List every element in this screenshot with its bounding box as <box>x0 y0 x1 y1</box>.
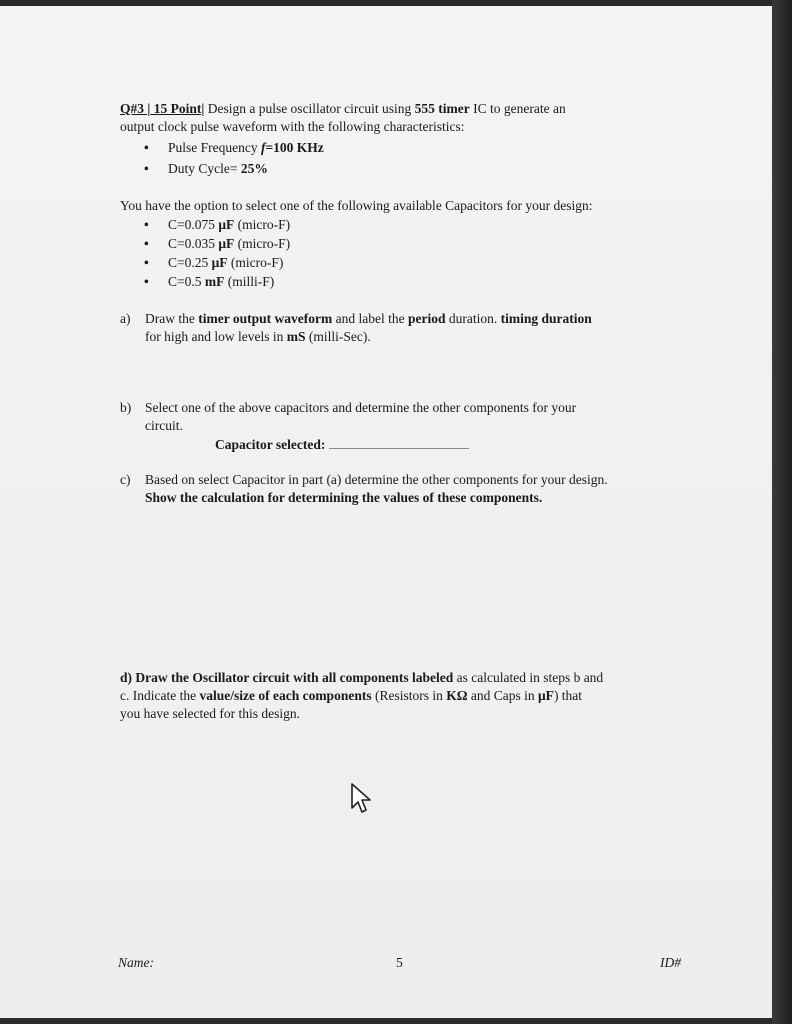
part-b-line1: Select one of the above capacitors and determine the other components for your <box>145 400 577 415</box>
characteristic-duty-cycle: • Duty Cycle= 25% <box>168 160 268 178</box>
question-label: Q#3 | 15 Point| <box>120 101 205 116</box>
part-d-line1: d) Draw the Oscillator circuit with all components labeled as calculated in steps b and <box>120 670 604 685</box>
question-intro-line1: Q#3 | 15 Point| Design a pulse oscillator circuit using 555 timer IC to generate an <box>120 101 566 116</box>
name-label: Name: <box>118 955 154 970</box>
capacitors-intro: You have the option to select one of the following available Capacitors for your design: <box>120 198 593 213</box>
page-number: 5 <box>396 955 403 970</box>
capacitor-option: • C=0.5 mF (milli-F) <box>168 273 274 291</box>
document-page <box>0 6 772 1018</box>
capacitor-selected-label: Capacitor selected: <box>215 437 326 452</box>
part-c-line2: Show the calculation for determining the values of these components. <box>145 490 543 505</box>
part-b-letter: b) <box>120 400 132 415</box>
part-a-letter: a) <box>120 311 131 326</box>
mouse-pointer-icon <box>350 782 374 821</box>
part-d-line3: you have selected for this design. <box>120 706 300 721</box>
capacitor-option: • C=0.035 μF (micro-F) <box>168 235 290 253</box>
characteristic-frequency: • Pulse Frequency f=100 KHz <box>168 139 324 157</box>
capacitor-selected-blank <box>329 436 469 449</box>
part-a-line2: for high and low levels in mS (milli-Sec). <box>145 329 371 344</box>
timer-text: 555 timer <box>414 101 470 116</box>
part-b-line2: circuit. <box>145 418 183 433</box>
question-intro-line2: output clock pulse waveform with the following characteristics: <box>120 119 465 134</box>
part-a-line1: Draw the timer output waveform and label the period duration. timing duration <box>145 311 592 326</box>
capacitor-option: • C=0.25 μF (micro-F) <box>168 254 283 272</box>
monitor-bezel <box>772 0 792 1024</box>
part-d-line2: c. Indicate the value/size of each components (Resistors in KΩ and Caps in μF) that <box>120 688 583 703</box>
capacitor-selected-field <box>215 436 469 454</box>
part-c-letter: c) <box>120 472 131 487</box>
part-c-line1: Based on select Capacitor in part (a) determine the other components for your design. <box>145 472 608 487</box>
capacitor-option: • C=0.075 μF (micro-F) <box>168 216 290 234</box>
id-label: ID# <box>660 955 681 970</box>
